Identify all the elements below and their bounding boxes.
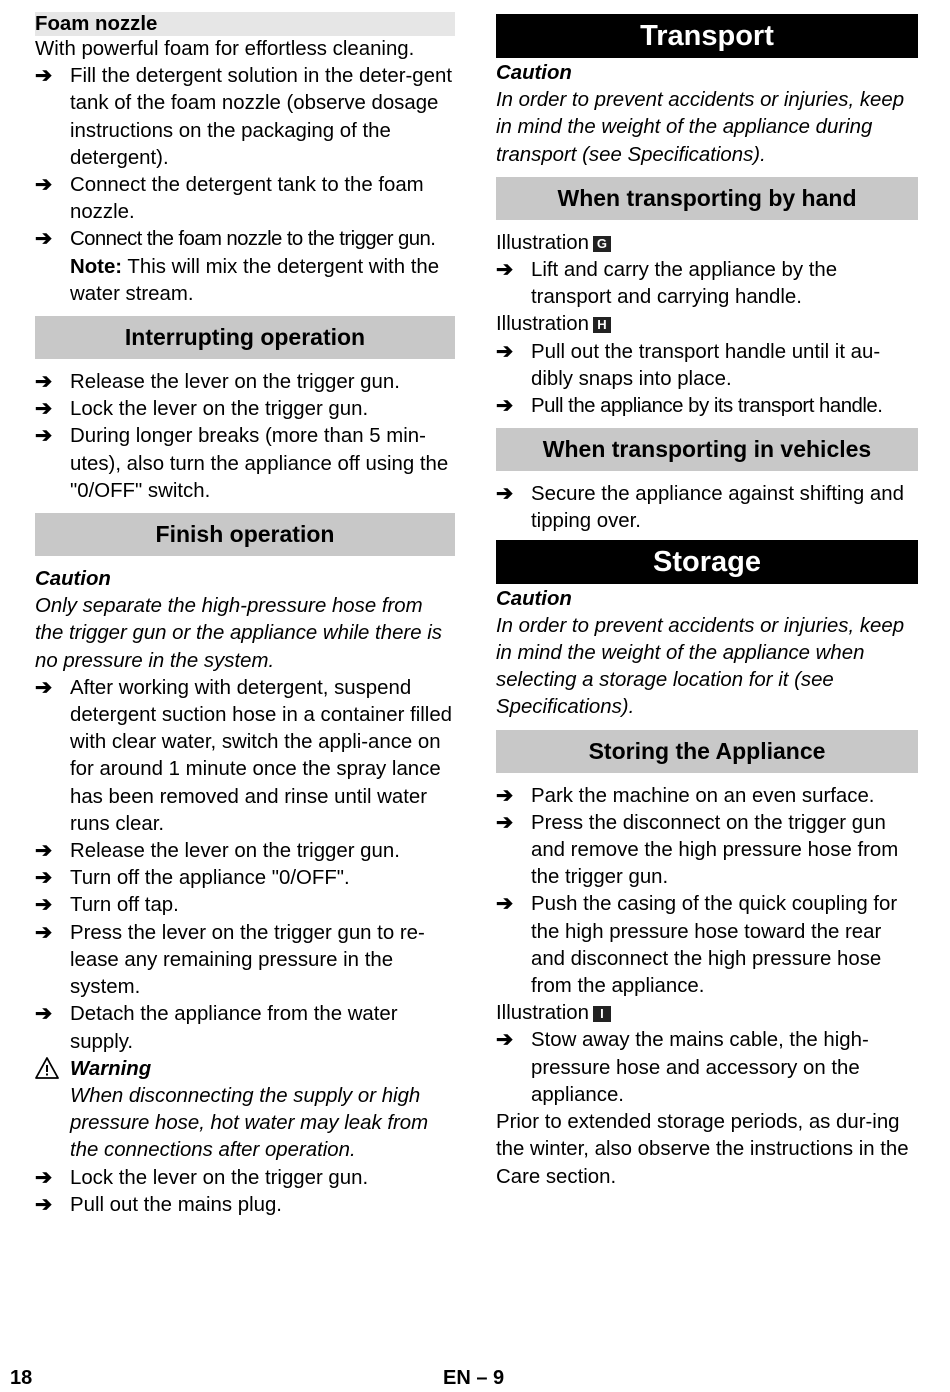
list-item: ➔ Stow away the mains cable, the high-pressure hose and accessory on the appliance. <box>496 1029 869 1106</box>
list-item: ➔ Lock the lever on the trigger gun. <box>35 396 455 423</box>
caution-text: In order to prevent accidents or injuries, keep in mind the weight of the appliance when selecting a storage location for it (see Specifications). <box>496 614 905 719</box>
illustration-ref-g: Illustration G <box>496 230 918 257</box>
arrow-right-icon: ➔ <box>35 1166 53 1189</box>
note-text: This will mix the detergent with the water stream. <box>70 255 440 305</box>
illustration-label-i: I <box>593 1006 611 1022</box>
arrow-right-icon: ➔ <box>35 840 53 863</box>
arrow-right-icon: ➔ <box>35 1003 53 1026</box>
list-item: ➔ Secure the appliance against shifting and tipping over. <box>496 483 904 533</box>
list-item: ➔ Press the disconnect on the trigger gun and remove the high pressure hose from the trigger gun. <box>496 811 899 889</box>
section-header-storing-the-appliance: Storing the Appliance <box>496 730 918 773</box>
arrow-right-icon: ➔ <box>496 483 514 506</box>
arrow-right-icon: ➔ <box>496 259 514 282</box>
warning-block <box>35 1056 455 1165</box>
list-item: ➔ Pull out the mains plug. <box>35 1192 455 1219</box>
caution-text: Only separate the high-pressure hose from the trigger gun or the appliance while there is no pressure in the system. <box>35 595 442 672</box>
list-item: ➔ Detach the appliance from the water supply. <box>35 1003 398 1053</box>
illustration-label-h: H <box>593 317 611 333</box>
arrow-right-icon: ➔ <box>496 340 514 363</box>
arrow-right-icon: ➔ <box>496 784 514 807</box>
illustration-label-g: G <box>593 236 611 252</box>
list-item: ➔ After working with detergent, suspend detergent suction hose in a container filled with clear water, switch the appli-ance on for around 1 minute once the spray lance has been removed and rinse until water runs clear. <box>35 676 453 835</box>
caution-title: Caution <box>496 587 572 610</box>
note-label: Note: <box>70 255 123 278</box>
arrow-right-icon: ➔ <box>496 811 514 834</box>
arrow-right-icon: ➔ <box>35 921 53 944</box>
warning-triangle-icon <box>35 1056 59 1080</box>
section-header-interrupting-operation: Interrupting operation <box>35 316 455 359</box>
arrow-right-icon: ➔ <box>35 867 53 890</box>
list-item: ➔ Release the lever on the trigger gun. <box>35 369 455 396</box>
section-header-finish-operation: Finish operation <box>35 513 455 556</box>
list-item: ➔ Push the casing of the quick coupling for the high pressure hose toward the rear and disconnect the high pressure hose from the appliance. <box>496 893 898 998</box>
closing-paragraph: Prior to extended storage periods, as dur-ing the winter, also observe the instructions in the Care section. <box>496 1111 909 1188</box>
warning-title: Warning <box>70 1057 152 1080</box>
arrow-right-icon: ➔ <box>35 676 53 699</box>
list-item: ➔ Lock the lever on the trigger gun. <box>35 1165 455 1192</box>
section-header-transporting-in-vehicles: When transporting in vehicles <box>496 428 918 471</box>
list-item: ➔ Park the machine on an even surface. <box>496 783 918 810</box>
arrow-right-icon: ➔ <box>35 398 53 421</box>
list-item: ➔ Press the lever on the trigger gun to re-lease any remaining pressure in the system. <box>35 921 425 999</box>
section-title-foam-nozzle: Foam nozzle <box>35 12 455 36</box>
list-item: ➔ Release the lever on the trigger gun. <box>35 838 455 865</box>
illustration-ref-h: Illustration H <box>496 311 918 338</box>
list-item: ➔ Pull out the transport handle until it au-dibly snaps into place. <box>496 340 881 390</box>
arrow-right-icon: ➔ <box>35 65 53 88</box>
caution-title: Caution <box>35 568 111 591</box>
list-item: ➔ Turn off the appliance "0/OFF". <box>35 865 455 892</box>
list-item: ➔ Lift and carry the appliance by the transport and carrying handle. <box>496 259 838 309</box>
illustration-ref-i: Illustration I <box>496 1000 918 1027</box>
right-column <box>496 10 918 1191</box>
list-item: ➔ Connect the foam nozzle to the trigger gun. Note: This will mix the detergent with the water stream. <box>35 228 440 305</box>
section-header-transport: Transport <box>496 14 918 58</box>
arrow-right-icon: ➔ <box>35 228 53 251</box>
list-item: ➔ Fill the detergent solution in the deter-gent tank of the foam nozzle (observe dosage instructions on the packaging of the detergent). <box>35 65 452 169</box>
arrow-right-icon: ➔ <box>35 174 53 197</box>
arrow-right-icon: ➔ <box>496 395 514 418</box>
foam-intro: With powerful foam for effortless cleaning. <box>35 38 415 60</box>
arrow-right-icon: ➔ <box>35 1193 53 1216</box>
arrow-right-icon: ➔ <box>496 893 514 916</box>
list-item: ➔ Turn off tap. <box>35 892 455 919</box>
list-item: ➔ Connect the detergent tank to the foam nozzle. <box>35 174 424 224</box>
caution-text: In order to prevent accidents or injuries, keep in mind the weight of the appliance during transport (see Specifications). <box>496 89 905 166</box>
list-item: ➔ Pull the appliance by its transport handle. <box>496 393 918 420</box>
section-header-transporting-by-hand: When transporting by hand <box>496 177 918 220</box>
arrow-right-icon: ➔ <box>496 1029 514 1052</box>
caution-title: Caution <box>496 62 572 84</box>
left-column <box>35 10 455 1219</box>
page-number: 18 <box>10 1367 33 1389</box>
warning-text: When disconnecting the supply or high pressure hose, hot water may leak from the connections after operation. <box>70 1084 429 1162</box>
arrow-right-icon: ➔ <box>35 425 53 448</box>
list-item: ➔ During longer breaks (more than 5 min-utes), also turn the appliance off using the "0/OFF" switch. <box>35 425 449 502</box>
page-reference: EN – 9 <box>443 1367 505 1389</box>
section-header-storage: Storage <box>496 540 918 584</box>
arrow-right-icon: ➔ <box>35 371 53 394</box>
arrow-right-icon: ➔ <box>35 894 53 917</box>
